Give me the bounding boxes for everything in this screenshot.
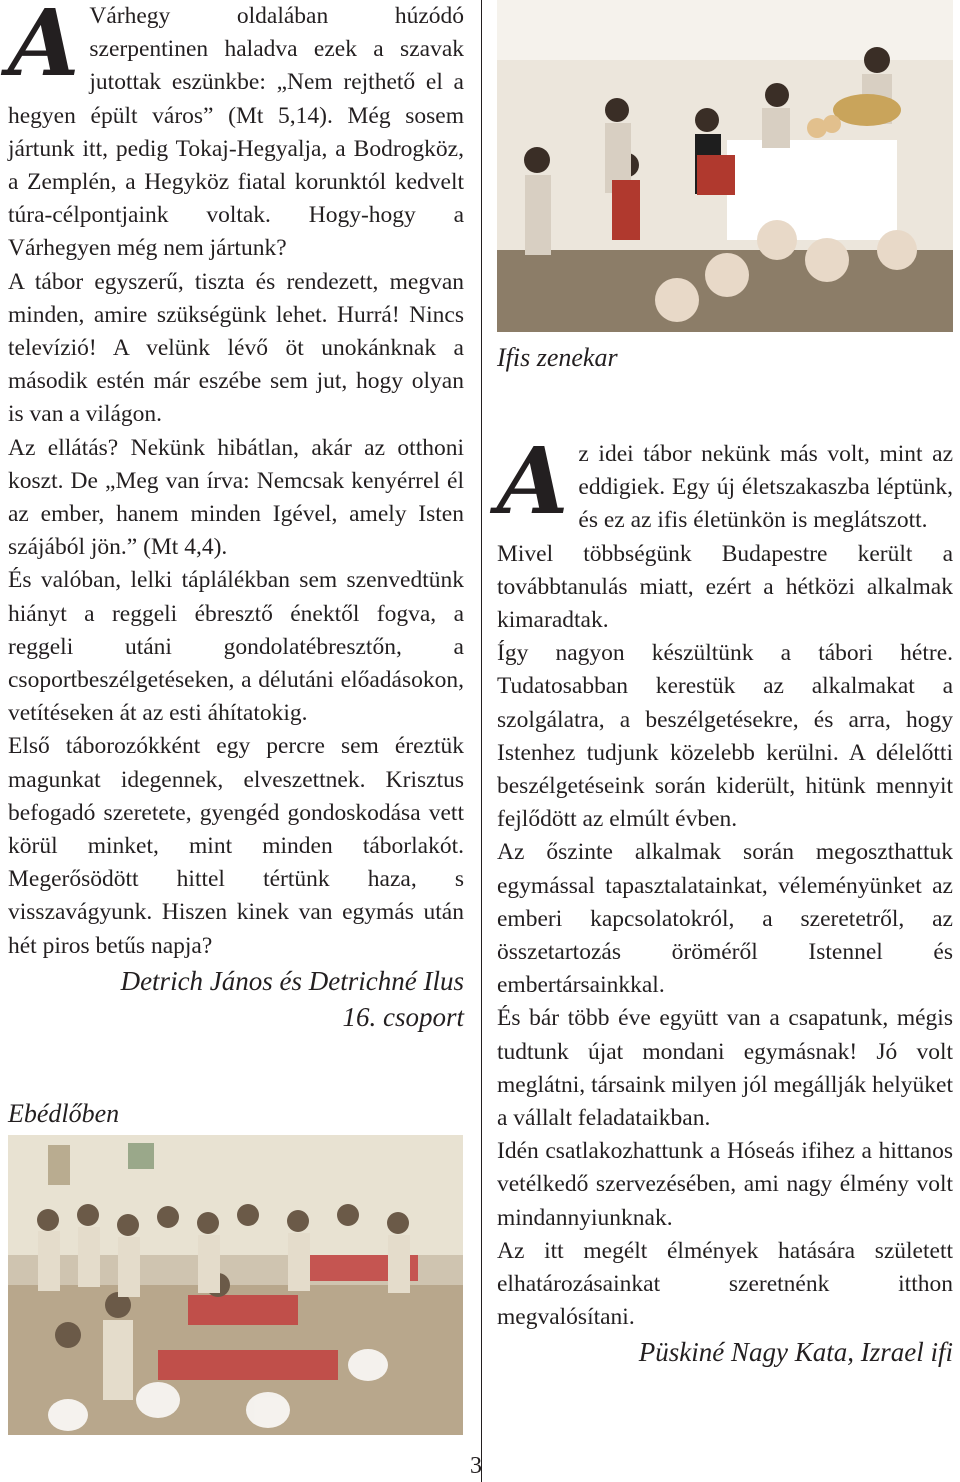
left-dropcap: A	[8, 0, 80, 97]
left-paragraph-1: Várhegy oldalában húzódó szerpentinen haladva ezek a szavak jutottak eszünkbe: „Nem rejthető el a hegyen épült város” (Mt 5,14). Még sosem jártunk itt, pedig Tokaj-Hegyalja, a Bodrogköz, a Zemplén, a Hegyköz fiatal korunktól kedvelt túra-célpontjaink voltak. Hogy-hogy a Várhegyen még nem jártunk?	[8, 3, 464, 262]
band-photo-caption: Ifis zenekar	[497, 343, 618, 372]
left-article	[8, 0, 464, 1128]
left-paragraph-2: A tábor egyszerű, tiszta és rendezett, megvan minden, amire szükségünk lehet. Hurrá! Nincs televízió! A velünk lévő öt unokánknak a második estén már eszébe sem jut, hogy olyan is van a világon.	[8, 268, 464, 428]
dining-hall-photo	[8, 1135, 463, 1435]
right-paragraph-5: És bár több éve együtt van a csapatunk, mégis tudtunk újat mondani egymásnak! Jó volt meglátni, társaink milyen jól megállják helyüket a vállalt feladataikban.	[497, 1005, 953, 1132]
left-paragraph-5: Első táborozókként egy percre sem éreztük magunkat idegennek, elveszettnek. Krisztus befogadó szeretete, gyengéd gondoskodása vett körül minket, mint minden táborlakót. Megerősödött hittel tértünk haza, s visszavágyunk. Hiszen kinek van egymás után hét piros betűs napja?	[8, 733, 464, 959]
left-signature-group: 16. csoport	[342, 1001, 464, 1032]
page-number: 3	[470, 1453, 482, 1479]
dining-photo-caption: Ebédlőben	[8, 1099, 120, 1128]
right-dropcap: A	[497, 427, 569, 535]
left-paragraph-3: Az ellátás? Nekünk hibátlan, akár az otthoni koszt. De „Meg van írva: Nemcsak kenyérrel él az ember, hanem minden Igével, amely Isten szájából jön.” (Mt 4,4).	[8, 434, 464, 561]
right-signature: Püskiné Nagy Kata, Izrael ifi	[638, 1337, 953, 1368]
column-divider	[481, 0, 482, 1482]
right-paragraph-4: Az őszinte alkalmak során megoszthattuk egymással tapasztalatainkat, véleményünket az emberi kapcsolatokról, a szeretetről, az összetartozás öröméről Istennel és embertársainkkal.	[497, 839, 953, 999]
right-paragraph-1: z idei tábor nekünk más volt, mint az eddigiek. Egy új életszakaszba léptünk, és ez az ifis életünkön is meglátszott.	[578, 441, 953, 534]
band-photo	[497, 0, 953, 332]
right-paragraph-7: Az itt megélt élmények hatására született elhatározásainkat szeretnénk itthon megvalósítani.	[497, 1237, 953, 1331]
right-paragraph-6: Idén csatlakozhattunk a Hóseás ifihez a hittanos vetélkedő szervezésében, ami nagy élmény volt mindannyiunknak.	[497, 1138, 953, 1231]
right-paragraph-3: Így nagyon készültünk a tábori hétre. Tudatosabban kerestük az alkalmakat a szolgálatra, a beszélgetésekre, és arra, hogy Istenhez tudjunk közelebb kerülni. A délelőtti beszélgetéseink során kiderült, hitünk mennyit fejlődött az elmúlt évben.	[497, 640, 953, 833]
left-paragraph-4: És valóban, lelki táplálékban sem szenvedtünk hiányt a reggeli ébresztő énektől fogva, a reggeli utáni gondolatébresztőn, a csoportbeszélgetéseken, a délutáni előadásokon, vetítéseken át az esti áhítatokig.	[8, 567, 464, 727]
right-paragraph-2: Mivel többségünk Budapestre került a továbbtanulás miatt, ezért a hétközi alkalmak kimaradtak.	[497, 540, 953, 634]
left-signature-name: Detrich János és Detrichné Ilus	[120, 965, 464, 996]
